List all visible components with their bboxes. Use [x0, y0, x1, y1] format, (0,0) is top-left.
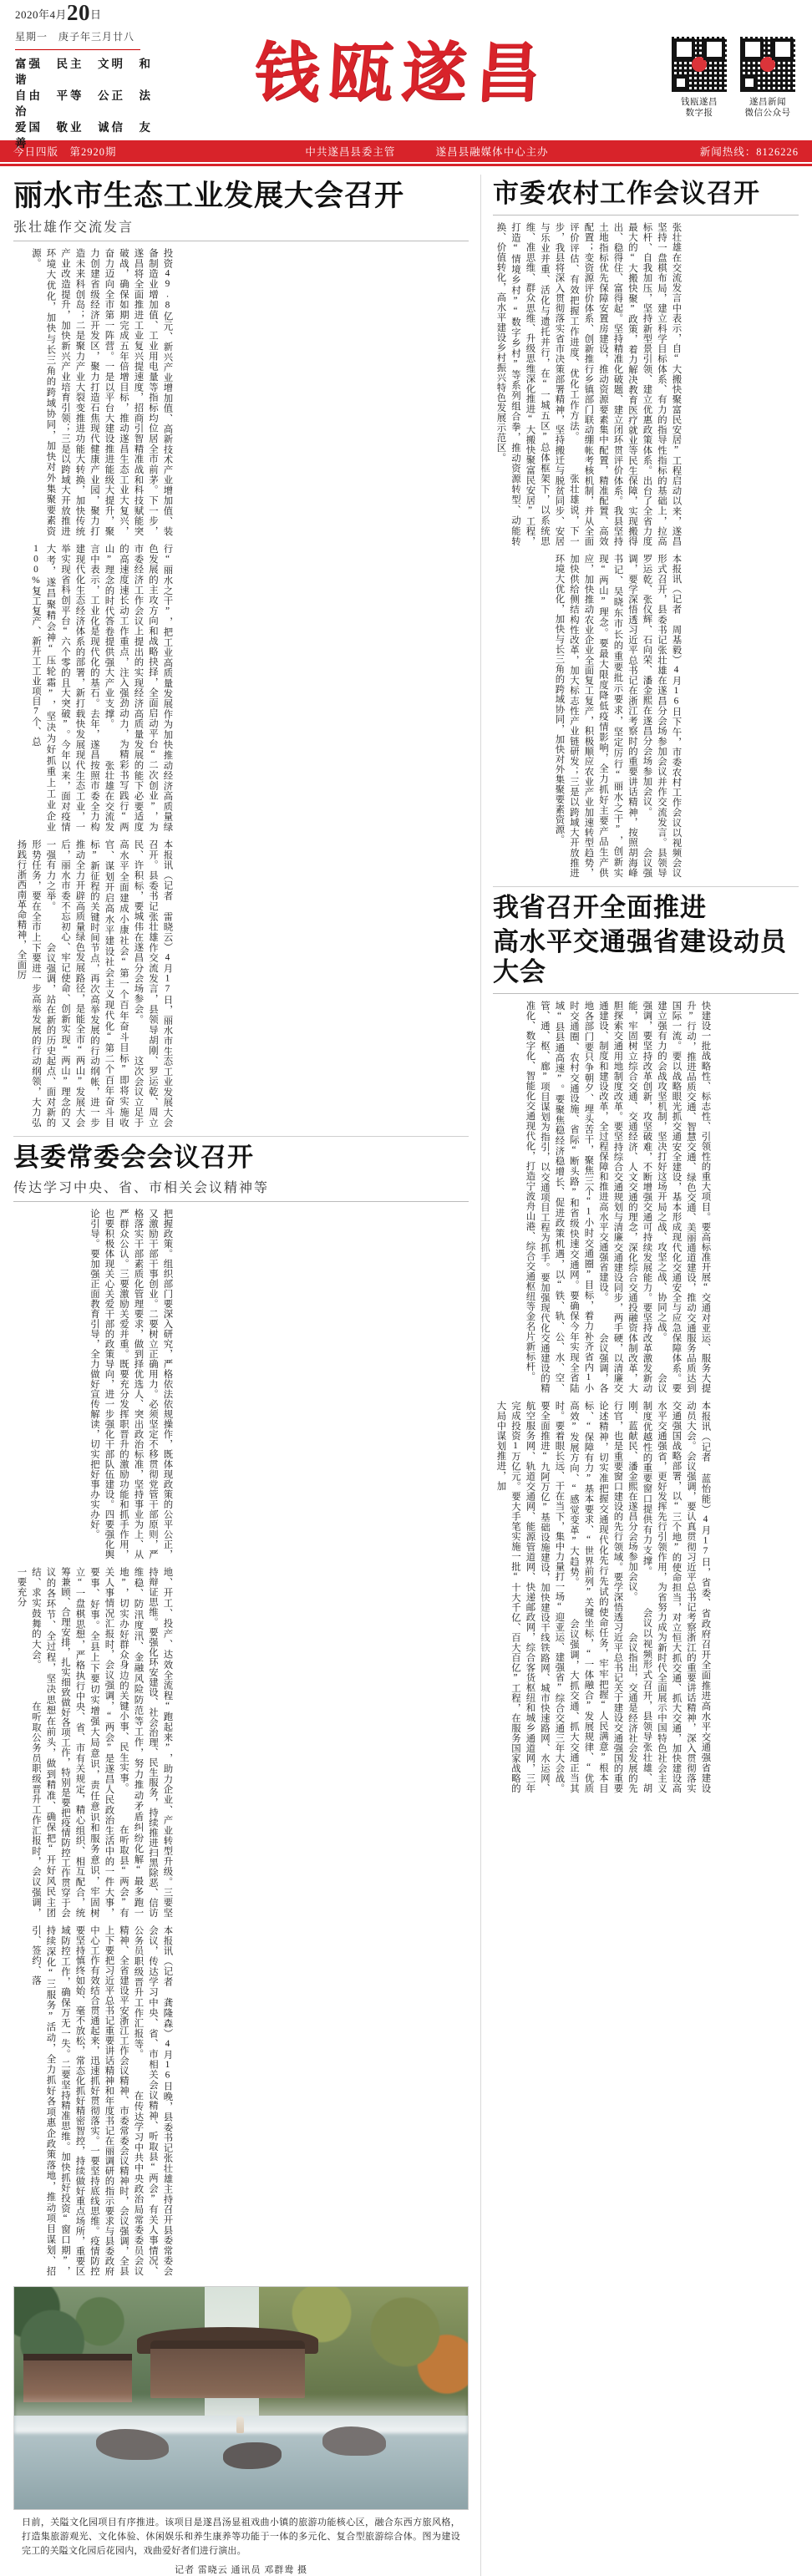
qr-wechat-caption [738, 97, 797, 119]
headline-divider [493, 993, 799, 994]
article-column: 投资49.8亿元、新兴产业增加值、高新技术产业增加值、装备制造业增加值、工业用电量等指标均位居全市前茅。下一步，遂昌将全面推进工业复兴提速度，招商引智精准战和科技赋能突破战，确保如期完成五年倍增目标，推动遂昌生态工业大复兴，奋力迈向全市第一阵营。一是以平台大建设推进能级大提升，聚力创建省级经济开发区，聚力打造石焦现代健康产业园，聚力打造未来科创岛；二是聚力产业大裂变推进功能大转换，加快传统产业改造提升，加快新兴产业培育引领；三是以跨域大开放推进环境大优化，加快与长三角的跨域协同，加快对外集聚要素资源。 [31, 248, 173, 537]
article-column: 快建设一批战略性、标志性、引领性的重大项目。要高标准开展“交通对亚运、服务大提升”行动，推进品质交通、智慧交通、绿色交通、美丽通道建设，推动交通服务品质达到国际一流。要以战略眼光抓交通安全建设，基本形成现代化交通安全与应急保障体系。要建立强有力的会战攻坚机制，坚决打好这场开局之战、攻坚之战、协同之战。 会议强调，要坚持改革创新，攻坚破难，不断增强交通可持续发展能力。要坚持改革激发新动能，牢固树立综合交通、交通经济、人文交通的理念，深化综合交通投融资体制改革，大胆探索交通用地制度改革。要坚持综合交通规划与清廉交通建设同步，两手硬，以清廉交通建设、制度和建设改革，全过程保障和推进高水平交通强省建设。 会议强调，各地各部门要只争朝夕、埋头苦干，聚焦三个“1小时交通圈”目标，着力补齐省内1小时交通圈、农村交通设施、省际“断头路”和省级快速交通网。要确保今年实现全省陆域“县县通高速”。要聚焦稳经济稳增长、促进政策机遇，以“铁、轨、公、水、空、管、通、枢、廊”项目谋划为指引，以交通项目工程为抓手。要加强现代化交通建设的精准化、数字化、智能化交通现代化，打造宁波舟山港、综合交通枢纽等金名片新标杆。 [525, 1000, 711, 1393]
qr-caption-line2: 微信公众号 [744, 109, 791, 118]
core-values-block [15, 56, 161, 151]
supervisor-label: 中共遂昌县委主管 [305, 146, 396, 158]
masthead-left [15, 0, 161, 151]
date-day: 20 [67, 0, 91, 25]
photo-caption: 日前，关隘文化园项目有序推进。该项目是遂昌汤显祖戏曲小镇的旅游功能核心区，融合东西方旅风格，打造集旅游观光、文化体验、休闲娱乐和养生康养等功能于一体的多元化、复合型旅游综合体。图为建设完工的关隘文化园后花园内，戏曲爱好者们进行演出。 [22, 2517, 460, 2556]
qr-digital-paper-block [670, 35, 728, 119]
article-headline-line1: 我省召开全面推进 [493, 892, 707, 923]
date-prefix: 2020年4月 [15, 8, 68, 21]
core-values-line-3: 爱国 敬业 诚信 友善 [15, 120, 153, 150]
section-divider [13, 1136, 469, 1137]
article-column: 本报讯（记者 周基毅）4月16日下午，市委农村工作会议以视频会议形式召开，县委书记张壮雄在遂昌分会场参加会议并作交流发言。县领导罗运乾、张仪辉、石向荣、潘金熙在遂昌分会场参加会议。 会议强调，要学深悟透习近平总书记在浙江考察时的重要讲话精神，按照胡海峰书记、吴晓东市长的重要批示要求，坚定厉行“丽水之干”，创新实现“两山”理念。要最大限度降低疫情影响，全力抓好主要产品生产供应，加快推动农业企业全面复工复产，积极顺应农业产业加速转型趋势，加快供给侧结构性改革，加大标志性产业链研发；三是以跨域大开放推进环境大优化，加快与长三角的跨域协同，加快对外集聚要素资源。 [554, 553, 682, 878]
newspaper-title: 钱瓯遂昌 [252, 35, 551, 111]
article-body [13, 1209, 175, 2276]
page-content [0, 166, 812, 2576]
headline-divider [13, 1201, 469, 1202]
article-body [13, 248, 175, 1128]
article-headline-line2: 高水平交通强省建设动员大会 [493, 927, 787, 987]
masthead-center [161, 35, 642, 111]
section-divider [493, 886, 799, 887]
qr-caption-line1: 遂昌新闻 [749, 98, 786, 107]
article-column: 本报讯（记者 龚隆森）4月16日晚，县委书记张壮雄主持召开县委常委会会议，传达学习中央、省、市相关会议精神、听取县“两会”有关人事情况、公务员职级晋升工作汇报等。 在传达学习中共中央政治局常委委员会议精神、全省建设平安浙江工作会议精神、市委常委会议精神时，会议强调，全县上下要把习近平总书记重要讲话精神和年度书记在丽调研的指示要求与县委政府中心工作有效结合贯通起来，迅速抓好贯彻落实。一要坚持底线思维。疫情防控要坚持慎终如始、毫不放松，常态化抓好精密智控，持续做好重点场所，重要区域防控工作，确保万无一失。二要坚持精准思维。加快抓好投资“窗口期”，持续深化“三服务”活动，全力抓好各项惠企政策落地，推动项目谋划、招引、签约、落 [31, 1924, 173, 2276]
article-subheadline: 传达学习中央、省、市相关会议精神等 [13, 1180, 270, 1195]
qr-caption-line2: 数字报 [685, 109, 713, 118]
article-standing-committee [13, 1143, 469, 2276]
qr-wechat-block [738, 35, 797, 119]
article-column: 地、开工、投产、达效全流程“跑起来”，助力企业、产业转型升级。三要坚持辩证思维。要强化环安建设、社会治理、民生服务，持续推进扫黑除恶、信访维稳、防汛度汛、金融风险防范等工作，努力推动矛盾纠纷化解“最多跑一地”，切实办好群众身边的关键小事、民生实事。 在听取县“两会”有关人事情况汇报时，会议强调，“两会”是遂昌人民政治生活中的一件大事，要事、好事。全县上下要切实增强大局意识，责任意识和服务意识，牢固树立“一盘棋思想，严格执行中央、省、市有关规定，精心组织、相互配合，统筹兼顾、合理安排，扎实细致做好各项工作，特别是要把疫情防控工作贯穿于会议的各环节、全过程，坚决思想在前头，做到精准、确保把“开好风民主团结、求实鼓舞的大会。 在听取公务员职级晋升工作汇报时，会议强调，一要充分 [16, 1566, 173, 1918]
article-column: 本报讯（记者 雷晓云）4月17日，丽水市生态工业发展大会召开。县委书记张壮雄作交流发言，县领导胡刚、罗运乾、周立民、许积标，要城伟在遂昌分会场参会。 这次会议立足于高水平全面建成小康社会“第一个百年奋斗目标”即将实施收官、谋划开启高水平建设社会主义现代化“第二个百年奋斗目标”新征程的关键时间节点，再次高举发展的行动纲帐，进一步推动全力开辟高质量绿色发展路径，是能全市“两山”发展大会后，丽水市委不忘初心、牢记使命、创新实现“两山”理念的又一强有力之举。 会议强调，站在新的历史起点、面对新的形势任务，要在全市上下要进一步高举发展的行动纲领，大力弘扬践行浙西南革命精神，全面厉 [16, 839, 173, 1128]
lunar-date: 星期一 庚子年三月廿八 [15, 30, 135, 43]
article-transport-province [493, 894, 799, 1793]
date-suffix: 日 [90, 8, 102, 21]
article-rural-work-conference [493, 180, 799, 878]
article-column: 行“丽水之干”，把工业高质量发展作为加快推动经济高质量绿色发展的主攻方向和战略抉择，全面启动平台“二次创业”，为市委经济工作会议上提出的实现经济高质量发展的能下必要适度的高速度速长动工作重点，注入强劲动力，为精彩书写践行“两山”理念的时代答卷提供强大产业支撑。 张壮雄在交流发言中表示，工业化是现代化的基石。去年，遂昌按照市委全力构建现代化生态经济体系的部署，新打载快发展现代生态工业，一举实现省科创平台“六个零的且大突破”。今年以来，面对疫情大考，遂昌聚精会神“压轮霜”，坚决为好抓重上工业企业100%复工复产、新开工工业项目7个、总 [31, 544, 173, 833]
core-values-line-2: 自由 平等 公正 法治 [15, 89, 153, 118]
qr-digital-paper-icon[interactable] [670, 35, 728, 94]
article-headline: 市委农村工作会议召开 [493, 179, 760, 209]
masthead-right [642, 28, 797, 119]
qr-caption-line1: 钱瓯遂昌 [681, 98, 718, 107]
news-photo [13, 2286, 469, 2510]
photo-block [13, 2286, 469, 2576]
article-body [493, 222, 683, 878]
news-hotline: 新闻热线：8126226 [699, 146, 799, 158]
core-values-line-1: 富强 民主 文明 和谐 [15, 57, 153, 86]
left-column [13, 175, 481, 2576]
article-headline: 县委常委会会议召开 [13, 1143, 254, 1174]
article-headline: 丽水市生态工业发展大会召开 [13, 180, 405, 213]
article-column: 本报讯（记者 蓝怡能）4月17日，省委、省政府召开全面推进高水平交通强省建设动员大会。会议强调，要认真贯彻习近平总书记考察浙江的重要讲话精神，深入贯彻落实交通强国战略部署，以“三个地”的使命担当，对立恒大抓交通、抓大交通，加快建设高水平交通强省，更好发挥先行引领作用，为省努力成为新时代全面展示中国特色社会主义制度优越性的重要窗口提供有力支撑。 会议以视频形式召开，县领导张壮雄、胡刚、蓝献民、潘金熙在遂昌分会场参加会议。 会议指出，交通是经济社会发展的先行官，也是重要窗口建设的先行领域。要学深悟透习近平总书记关于建设交通强国的重要论述精神，切实准把握交通现代化先行先试的使命任务，牢牢把握“人民满意”根本目标、“保障有力”基本要求、“世界前列”关键坐标，“一体融合”发展规律、“优质高效”发展方向、“感觉变革”大趋势。 会议强调，大抓交通、抓大交通正当其时。要着眼长远、干在当下，集中力量打一场“迎亚运、建强省”综合交通三年大会战。要全面推进“九阿万亿”基础设施建设，加快建设干线铁路网、城市快速路网、水运网、航空服务网、轨道交通网、能源管道网、快递邮政网，综合客货枢纽和城乡通道网，三年完成投资1万亿元。要大手笔实施一批“十大千亿、百大百亿”工程，在服务国家战略的大局中谋划推进，加 [495, 1400, 711, 1793]
article-column: 把握政策。组织部门要深入研究，严格依法依规操作，既体现政策的公平公正，又激励干部干事创业。二要树立正确用力。必须坚定不移贯彻党管干部原则，严格落实干部素质化管理要求，做到择优选人、突出政治标准，坚持事业为上、从严群众公认。三要激励关爱并重。既要充分发挥职晋升的激励功能和抓手作用，也要积极体现关心关爱干部的政策导向，进一步强化干部队伍建设。四要强化舆论引导。要加强正面教育引导，全力做好宣传解读，切实把好事办实办好。 [89, 1208, 173, 1559]
issue-info: 今日四版 第2920期 [13, 146, 117, 158]
article-column: 张壮雄在交流发言中表示，自“大搬快聚富民安居”工程启动以来，遂昌坚持一盘棋布局，建立科学目标体系、有力的指导性指标的基础上，拉高标杆、自我加压，坚持新型景引领、建立优惠政策体系。出台了全省力度最大的“大搬快聚”政策，着力解决教育医疗就业等民生保障，实现搬得出、稳得住、富得起。坚持精准化破题、建立闭环贯评价体系。我县坚持土地指标优先保障安置房建设，推动资源要素集中配置，精准配置、高效配置；变资源评价体系、创新推行乡镇部门联动绷帐考核机制，并从全面评价评估、有效把握工作进度、优化工作方法。 张壮雄说，下一步，我县将深入贯彻落实省市决策部署精神，坚持搬迁与脱贫同步、安居与乐业并重、活化与遗托并行，在“一城五区”总体框架下，以系统思维、准思维、群众思维、升级思维深化推进“大搬快聚富民安居”工程，打造“情境乡村”“数字乡村”等系列组合拳，推动资源转型、动能转换、价值转化，高水平建设乡村振兴特色发展示范区。 [495, 221, 682, 546]
qr-wechat-icon[interactable] [738, 35, 797, 94]
publication-date [15, 0, 161, 26]
masthead-divider [15, 49, 140, 50]
qr-digital-paper-caption [670, 97, 728, 119]
sponsor-label: 遂昌县融媒体中心主办 [435, 146, 549, 158]
right-column [481, 175, 799, 2576]
article-ecological-industry [13, 180, 469, 1128]
masthead [0, 0, 812, 150]
masthead-info-bar [0, 140, 812, 162]
article-subheadline: 张壮雄作交流发言 [13, 221, 134, 236]
headline-divider [493, 215, 799, 216]
publisher-info [222, 144, 632, 159]
article-body [493, 1001, 713, 1793]
photo-credit: 记者 雷晓云 通讯员 邓群鸯 摄 [175, 2564, 307, 2575]
